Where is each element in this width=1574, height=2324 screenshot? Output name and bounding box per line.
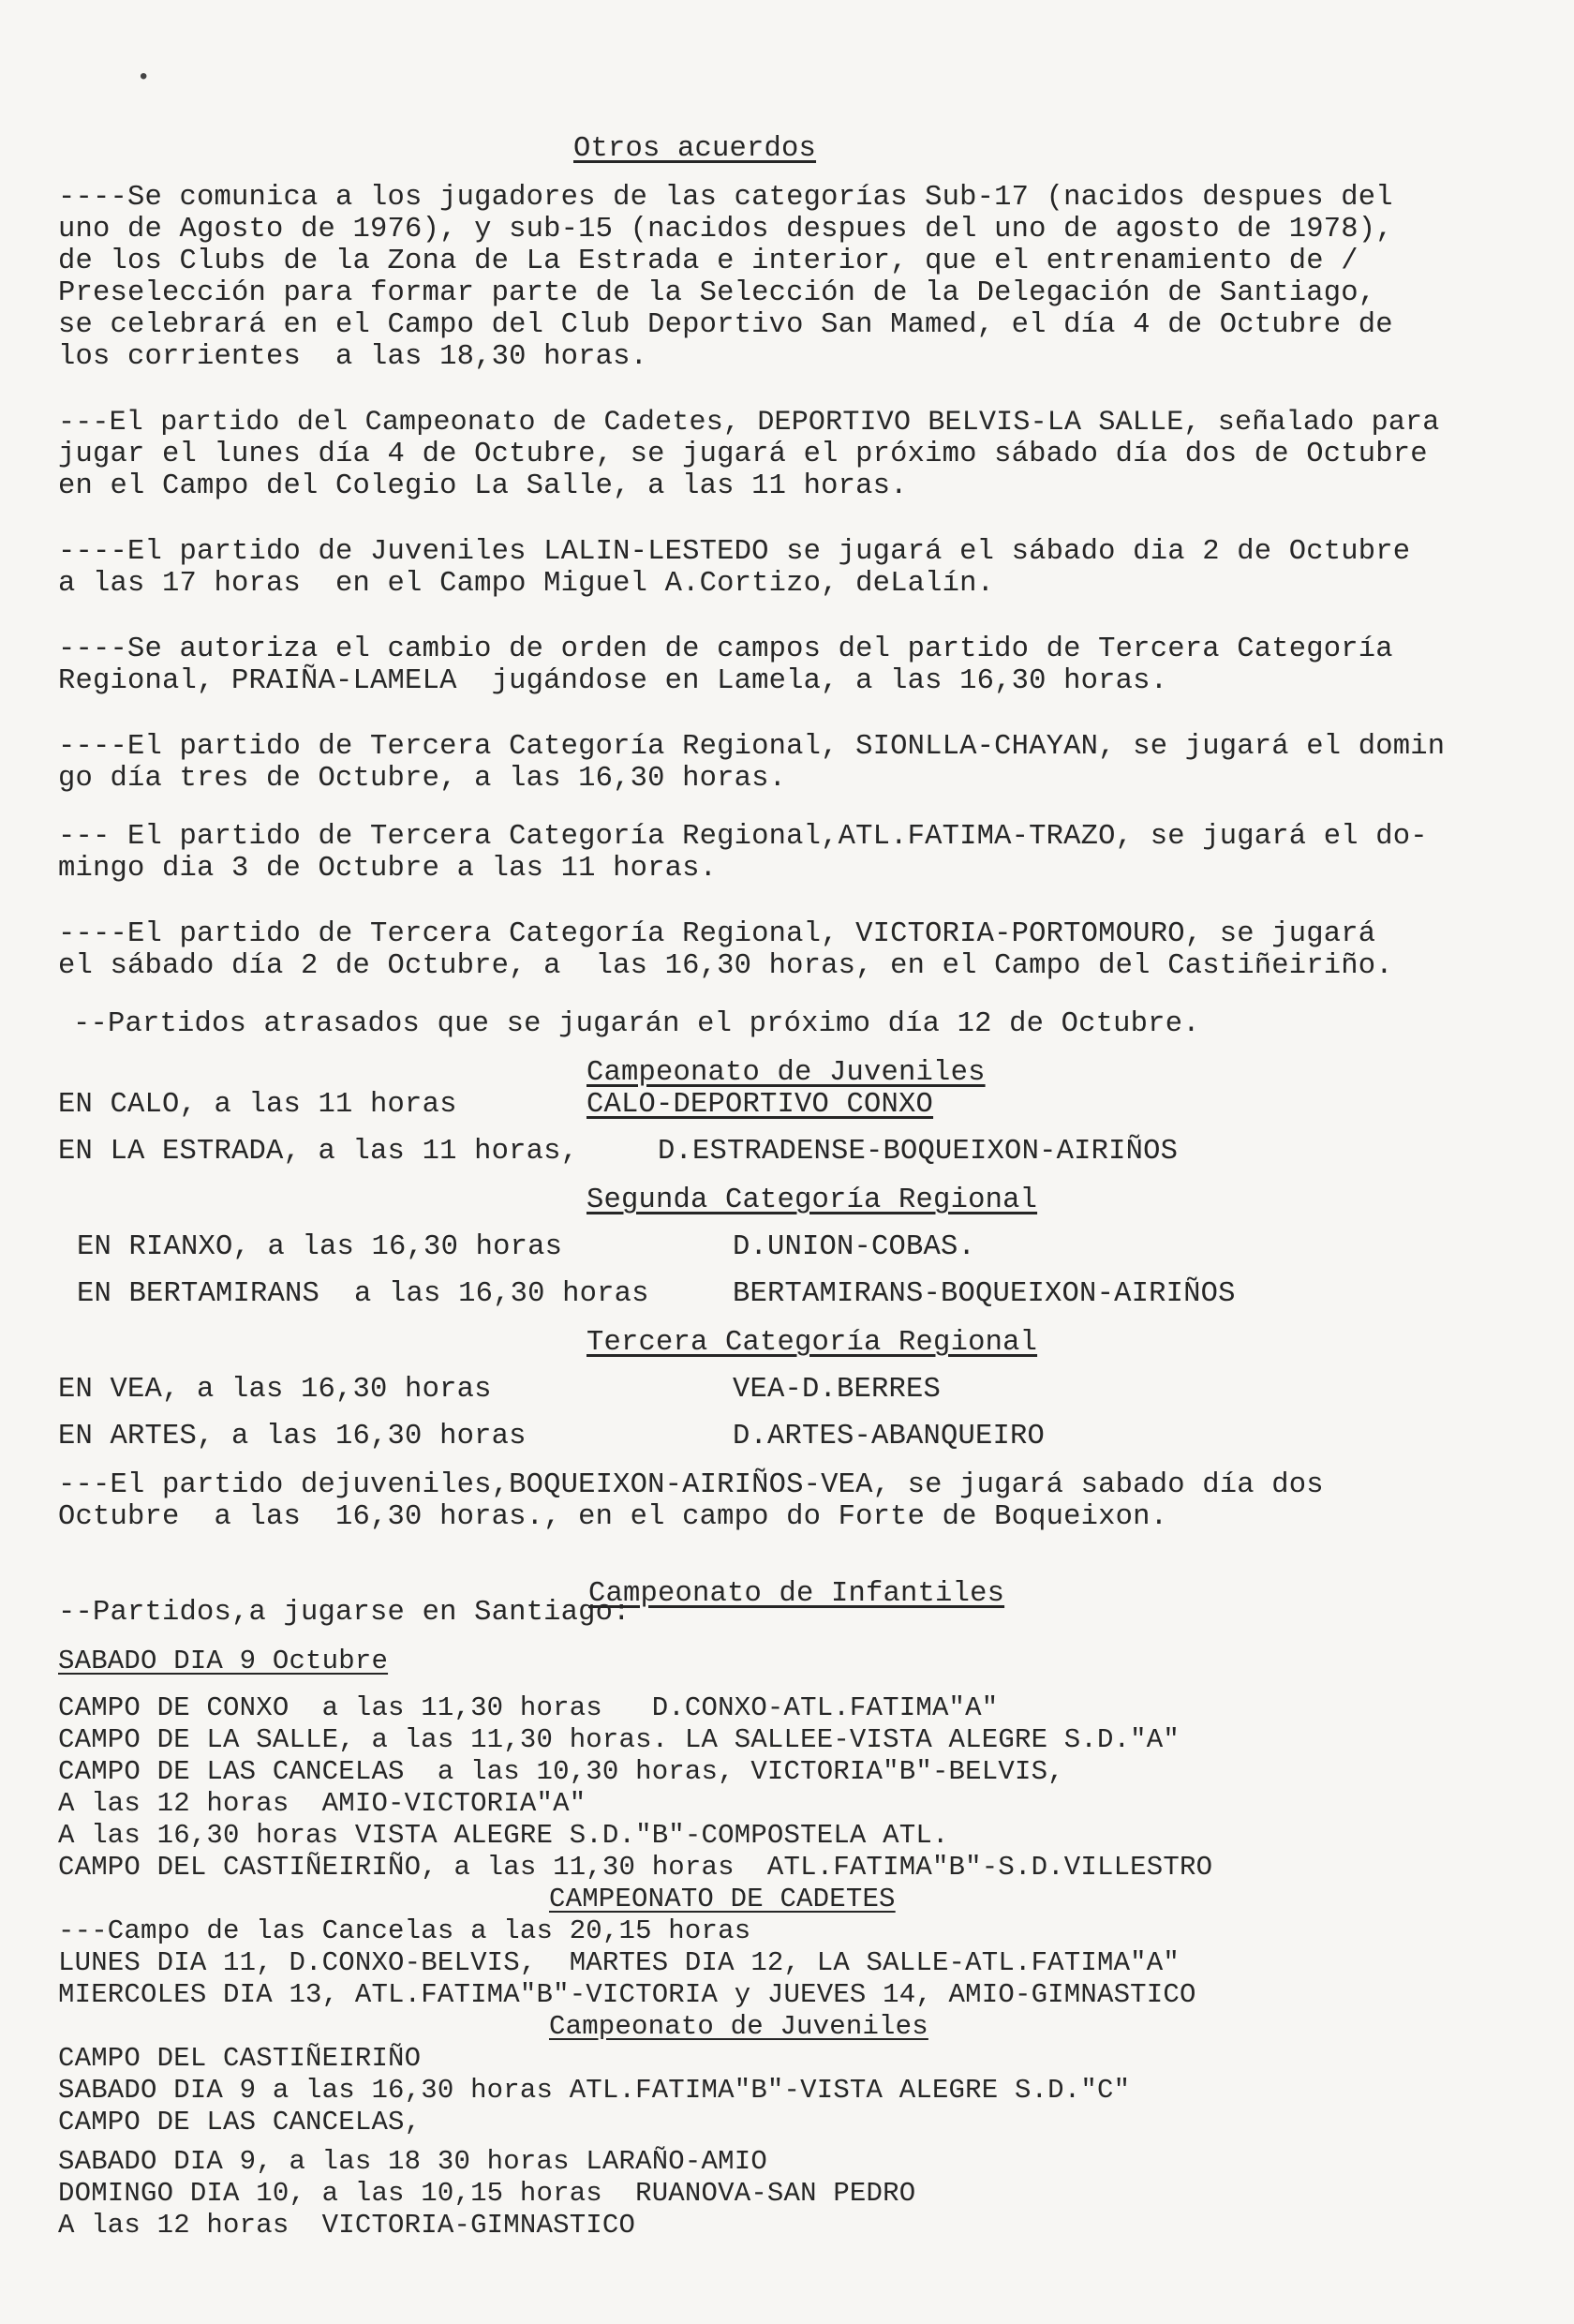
p9-line: ---El partido dejuveniles,BOQUEIXON-AIRIÑOS-VEA, se jugará sabado día dos: [58, 1469, 1324, 1501]
infantiles-line: CAMPO DE LAS CANCELAS a las 10,30 horas, VICTORIA"B"-BELVIS,: [58, 1756, 1064, 1787]
p1-line: uno de Agosto de 1976), y sub-15 (nacidos despues del uno de agosto de 1978),: [58, 214, 1393, 246]
margin-mark: •: [137, 66, 151, 91]
juveniles2-line: SABADO DIA 9 a las 16,30 horas ATL.FATIMA"B"-VISTA ALEGRE S.D."C": [58, 2075, 1131, 2106]
infantiles-line: A las 12 horas AMIO-VICTORIA"A": [58, 1788, 587, 1819]
juveniles-time: EN LA ESTRADA, a las 11 horas,: [58, 1136, 579, 1168]
segunda-time: EN RIANXO, a las 16,30 horas: [77, 1231, 563, 1263]
p6-line: --- El partido de Tercera Categoría Regional,ATL.FATIMA-TRAZO, se jugará el do-: [58, 821, 1428, 853]
juveniles2-heading: Campeonato de Juveniles: [549, 2011, 928, 2042]
p1-line: ----Se comunica a los jugadores de las categorías Sub-17 (nacidos despues del: [58, 182, 1393, 214]
p9-line: Octubre a las 16,30 horas., en el campo do Forte de Boqueixon.: [58, 1501, 1168, 1533]
juveniles2-line: CAMPO DE LAS CANCELAS,: [58, 2107, 422, 2138]
juveniles2-line: DOMINGO DIA 10, a las 10,15 horas RUANOVA-SAN PEDRO: [58, 2178, 916, 2209]
p4-line: Regional, PRAIÑA-LAMELA jugándose en Lamela, a las 16,30 horas.: [58, 665, 1168, 697]
infantiles-date: SABADO DIA 9 Octubre: [58, 1646, 389, 1676]
segunda-match: BERTAMIRANS-BOQUEIXON-AIRIÑOS: [733, 1278, 1236, 1310]
p2-line: en el Campo del Colegio La Salle, a las 11 horas.: [58, 470, 908, 502]
tercera-match: D.ARTES-ABANQUEIRO: [733, 1421, 1046, 1452]
tercera-heading: Tercera Categoría Regional: [587, 1327, 1038, 1359]
infantiles-line: CAMPO DE LA SALLE, a las 11,30 horas. LA SALLEE-VISTA ALEGRE S.D."A": [58, 1724, 1180, 1755]
juveniles2-line: SABADO DIA 9, a las 18 30 horas LARAÑO-AMIO: [58, 2146, 767, 2177]
infantiles-line: A las 16,30 horas VISTA ALEGRE S.D."B"-COMPOSTELA ATL.: [58, 1820, 949, 1851]
tercera-time: EN ARTES, a las 16,30 horas: [58, 1421, 527, 1452]
juveniles-match: CALO-DEPORTIVO CONXO: [587, 1089, 934, 1121]
document-title: Otros acuerdos: [573, 133, 817, 165]
p1-line: se celebrará en el Campo del Club Deportivo San Mamed, el día 4 de Octubre de: [58, 309, 1393, 341]
segunda-match: D.UNION-COBAS.: [733, 1231, 976, 1263]
juveniles2-line: CAMPO DEL CASTIÑEIRIÑO: [58, 2043, 422, 2074]
p5-line: ----El partido de Tercera Categoría Regional, SIONLLA-CHAYAN, se jugará el domin: [58, 731, 1446, 763]
p4-line: ----Se autoriza el cambio de orden de campos del partido de Tercera Categoría: [58, 633, 1393, 665]
juveniles-time: EN CALO, a las 11 horas: [58, 1089, 457, 1121]
p3-line: ----El partido de Juveniles LALIN-LESTEDO se jugará el sábado dia 2 de Octubre: [58, 536, 1411, 568]
tercera-time: EN VEA, a las 16,30 horas: [58, 1374, 492, 1406]
infantiles-intro: --Partidos,a jugarse en Santiago:: [58, 1597, 631, 1629]
p2-line: jugar el lunes día 4 de Octubre, se jugará el próximo sábado día dos de Octubre: [58, 439, 1428, 470]
infantiles-line: CAMPO DE CONXO a las 11,30 horas D.CONXO-ATL.FATIMA"A": [58, 1692, 999, 1723]
p1-line: los corrientes a las 18,30 horas.: [58, 341, 648, 373]
cadetes-line: MIERCOLES DIA 13, ATL.FATIMA"B"-VICTORIA y JUEVES 14, AMIO-GIMNASTICO: [58, 1979, 1196, 2010]
p1-line: Preselección para formar parte de la Selección de la Delegación de Santiago,: [58, 277, 1376, 309]
infantiles-line: CAMPO DEL CASTIÑEIRIÑO, a las 11,30 horas ATL.FATIMA"B"-S.D.VILLESTRO: [58, 1852, 1213, 1883]
p7-line: ----El partido de Tercera Categoría Regional, VICTORIA-PORTOMOURO, se jugará: [58, 918, 1376, 950]
cadetes-line: ---Campo de las Cancelas a las 20,15 horas: [58, 1915, 751, 1946]
p5-line: go día tres de Octubre, a las 16,30 horas.: [58, 763, 787, 795]
segunda-time: EN BERTAMIRANS a las 16,30 horas: [77, 1278, 649, 1310]
p1-line: de los Clubs de la Zona de La Estrada e interior, que el entrenamiento de /: [58, 246, 1359, 277]
tercera-match: VEA-D.BERRES: [733, 1374, 942, 1406]
cadetes-line: LUNES DIA 11, D.CONXO-BELVIS, MARTES DIA 12, LA SALLE-ATL.FATIMA"A": [58, 1947, 1180, 1978]
segunda-heading: Segunda Categoría Regional: [587, 1184, 1038, 1216]
cadetes-heading: CAMPEONATO DE CADETES: [549, 1884, 896, 1914]
juveniles-match: D.ESTRADENSE-BOQUEIXON-AIRIÑOS: [658, 1136, 1179, 1168]
p7-line: el sábado día 2 de Octubre, a las 16,30 horas, en el Campo del Castiñeiriño.: [58, 950, 1393, 982]
p6-line: mingo dia 3 de Octubre a las 11 horas.: [58, 853, 718, 885]
p3-line: a las 17 horas en el Campo Miguel A.Cortizo, deLalín.: [58, 568, 995, 600]
juveniles2-line: A las 12 horas VICTORIA-GIMNASTICO: [58, 2210, 636, 2241]
juveniles-heading: Campeonato de Juveniles: [587, 1057, 986, 1089]
p2-line: ---El partido del Campeonato de Cadetes, DEPORTIVO BELVIS-LA SALLE, señalado para: [58, 407, 1440, 439]
infantiles-heading: Campeonato de Infantiles: [588, 1578, 1005, 1610]
p8-line: --Partidos atrasados que se jugarán el próximo día 12 de Octubre.: [73, 1008, 1200, 1040]
